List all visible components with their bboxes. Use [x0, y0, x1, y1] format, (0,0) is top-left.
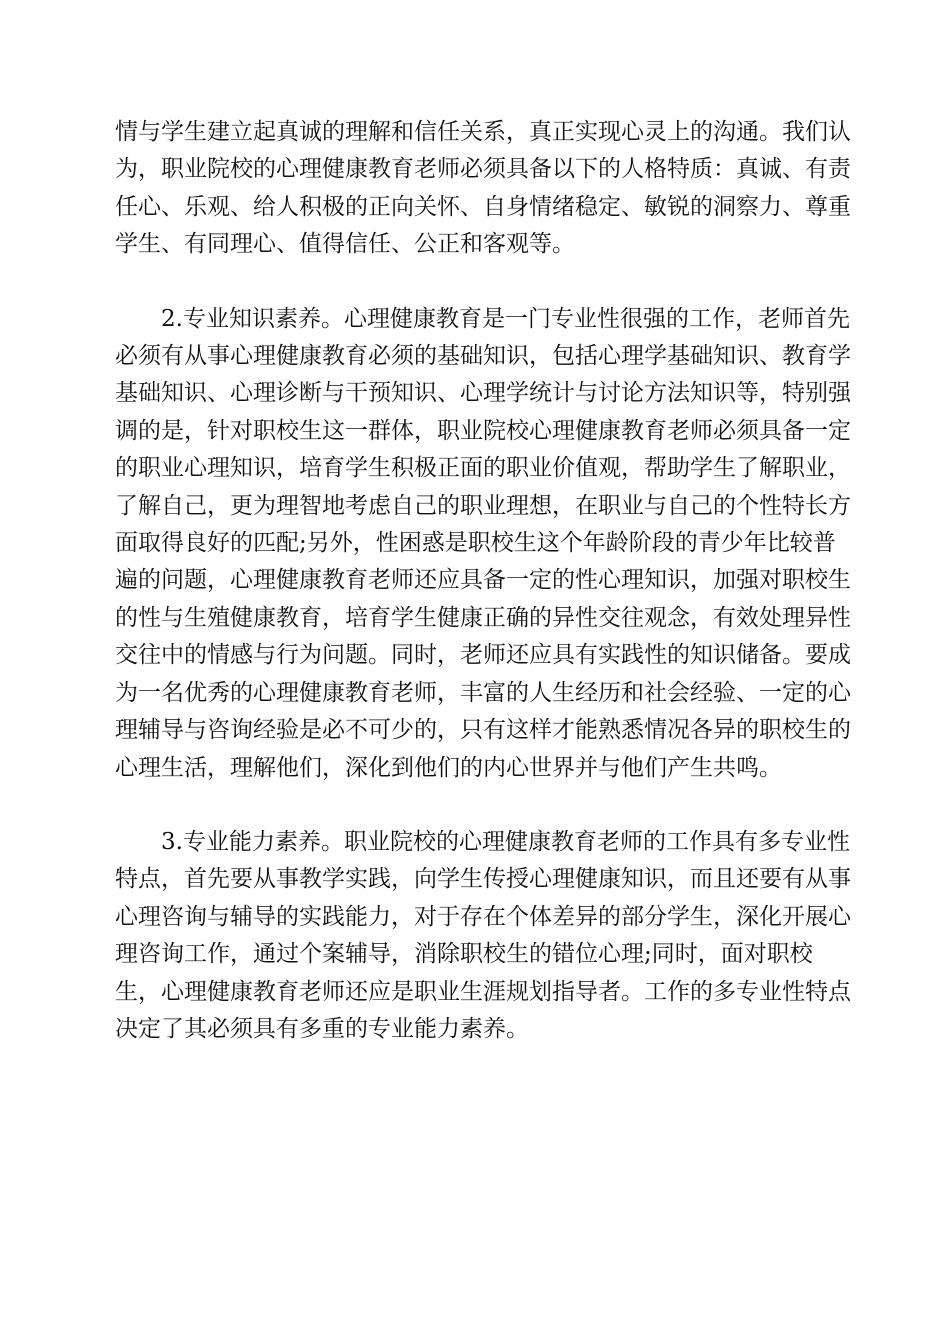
document-body: [115, 114, 851, 1048]
text-line: 理辅导与咨询经验是必不可少的，只有这样才能熟悉情况各异的职校生的: [115, 717, 851, 744]
text-line: 交往中的情感与行为问题。同时，老师还应具有实践性的知识储备。要成: [115, 642, 851, 669]
text-line: 调的是，针对职校生这一群体，职业院校心理健康教育老师必须具备一定: [115, 417, 851, 444]
text-line: 情与学生建立起真诚的理解和信任关系，真正实现心灵上的沟通。我们认: [115, 119, 851, 145]
text-line: 生，心理健康教育老师还应是职业生涯规划指导者。工作的多专业性特点: [115, 978, 851, 1005]
paragraph-gap: [115, 787, 835, 824]
paragraph-2-professional-knowledge: [115, 301, 851, 787]
text-line: 的性与生殖健康教育，培育学生健康正确的异性交往观念，有效处理异性: [115, 604, 851, 631]
text-line: 必须有从事心理健康教育必须的基础知识，包括心理学基础知识、教育学: [115, 343, 851, 370]
text-line: 为，职业院校的心理健康教育老师必须具备以下的人格特质：真诚、有责: [115, 156, 851, 183]
text-line: 了解自己，更为理智地考虑自己的职业理想，在职业与自己的个性特长方: [115, 492, 851, 519]
text-line: 的职业心理知识，培育学生积极正面的职业价值观，帮助学生了解职业，: [115, 455, 851, 482]
paragraph-1: [115, 114, 851, 264]
text-line: 遍的问题，心理健康教育老师还应具备一定的性心理知识，加强对职校生: [115, 567, 851, 594]
paragraph-gap: [115, 264, 835, 301]
text-line: 学生、有同理心、值得信任、公正和客观等。: [115, 231, 575, 258]
text-line: 理咨询工作，通过个案辅导，消除职校生的错位心理;同时，面对职校: [115, 941, 813, 968]
text-line: 2.专业知识素养。心理健康教育是一门专业性很强的工作，老师首先: [161, 305, 850, 332]
text-line: 决定了其必须具有多重的专业能力素养。: [115, 1015, 529, 1042]
text-line: 心理生活，理解他们，深化到他们的内心世界并与他们产生共鸣。: [115, 754, 782, 781]
text-line: 3.专业能力素养。职业院校的心理健康教育老师的工作具有多专业性: [161, 828, 850, 855]
text-line: 基础知识、心理诊断与干预知识、心理学统计与讨论方法知识等，特别强: [115, 380, 851, 407]
paragraph-3-professional-ability: [115, 824, 851, 1048]
text-line: 特点，首先要从事教学实践，向学生传授心理健康知识，而且还要有从事: [115, 866, 851, 893]
text-line: 为一名优秀的心理健康教育老师，丰富的人生经历和社会经验、一定的心: [115, 679, 851, 706]
text-line: 心理咨询与辅导的实践能力，对于存在个体差异的部分学生，深化开展心: [115, 903, 851, 930]
text-line: 面取得良好的匹配;另外，性困惑是职校生这个年龄阶段的青少年比较普: [115, 530, 836, 557]
text-line: 任心、乐观、给人积极的正向关怀、自身情绪稳定、敏锐的洞察力、尊重: [115, 193, 851, 220]
